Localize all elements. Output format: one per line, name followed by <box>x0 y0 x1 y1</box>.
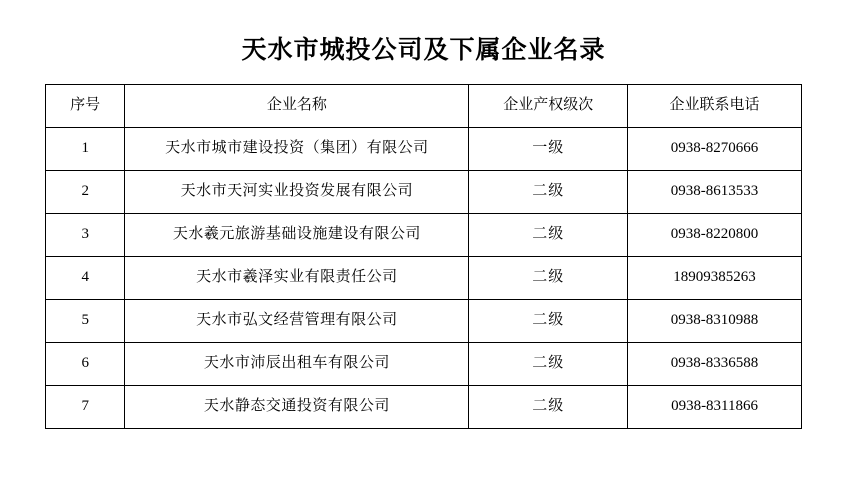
cell-company-name: 天水市天河实业投资发展有限公司 <box>125 171 469 214</box>
table-body <box>46 128 802 429</box>
column-header-phone: 企业联系电话 <box>628 85 802 128</box>
cell-company-name: 天水市城市建设投资（集团）有限公司 <box>125 128 469 171</box>
cell-ownership-level: 一级 <box>469 128 628 171</box>
cell-company-name: 天水静态交通投资有限公司 <box>125 386 469 429</box>
table-container <box>0 84 847 429</box>
table-row <box>46 257 802 300</box>
company-directory-table <box>45 84 802 429</box>
page-title: 天水市城投公司及下属企业名录 <box>241 37 606 64</box>
cell-seq: 5 <box>46 300 125 343</box>
table-header-row <box>46 85 802 128</box>
cell-seq: 6 <box>46 343 125 386</box>
table-row <box>46 343 802 386</box>
table-row <box>46 128 802 171</box>
cell-seq: 2 <box>46 171 125 214</box>
cell-phone: 0938-8270666 <box>628 128 802 171</box>
cell-ownership-level: 二级 <box>469 300 628 343</box>
cell-phone: 0938-8613533 <box>628 171 802 214</box>
cell-phone: 0938-8336588 <box>628 343 802 386</box>
cell-phone: 0938-8220800 <box>628 214 802 257</box>
cell-ownership-level: 二级 <box>469 171 628 214</box>
table-row <box>46 386 802 429</box>
cell-seq: 4 <box>46 257 125 300</box>
cell-phone: 18909385263 <box>628 257 802 300</box>
table-row <box>46 214 802 257</box>
cell-seq: 7 <box>46 386 125 429</box>
table-header <box>46 85 802 128</box>
column-header-level: 企业产权级次 <box>469 85 628 128</box>
column-header-seq: 序号 <box>46 85 125 128</box>
cell-phone: 0938-8311866 <box>628 386 802 429</box>
cell-seq: 3 <box>46 214 125 257</box>
cell-company-name: 天水市羲泽实业有限责任公司 <box>125 257 469 300</box>
cell-ownership-level: 二级 <box>469 343 628 386</box>
cell-company-name: 天水市弘文经营管理有限公司 <box>125 300 469 343</box>
cell-ownership-level: 二级 <box>469 257 628 300</box>
table-row <box>46 300 802 343</box>
cell-ownership-level: 二级 <box>469 386 628 429</box>
table-row <box>46 171 802 214</box>
column-header-name: 企业名称 <box>125 85 469 128</box>
cell-company-name: 天水市沛辰出租车有限公司 <box>125 343 469 386</box>
cell-company-name: 天水羲元旅游基础设施建设有限公司 <box>125 214 469 257</box>
cell-phone: 0938-8310988 <box>628 300 802 343</box>
cell-seq: 1 <box>46 128 125 171</box>
cell-ownership-level: 二级 <box>469 214 628 257</box>
